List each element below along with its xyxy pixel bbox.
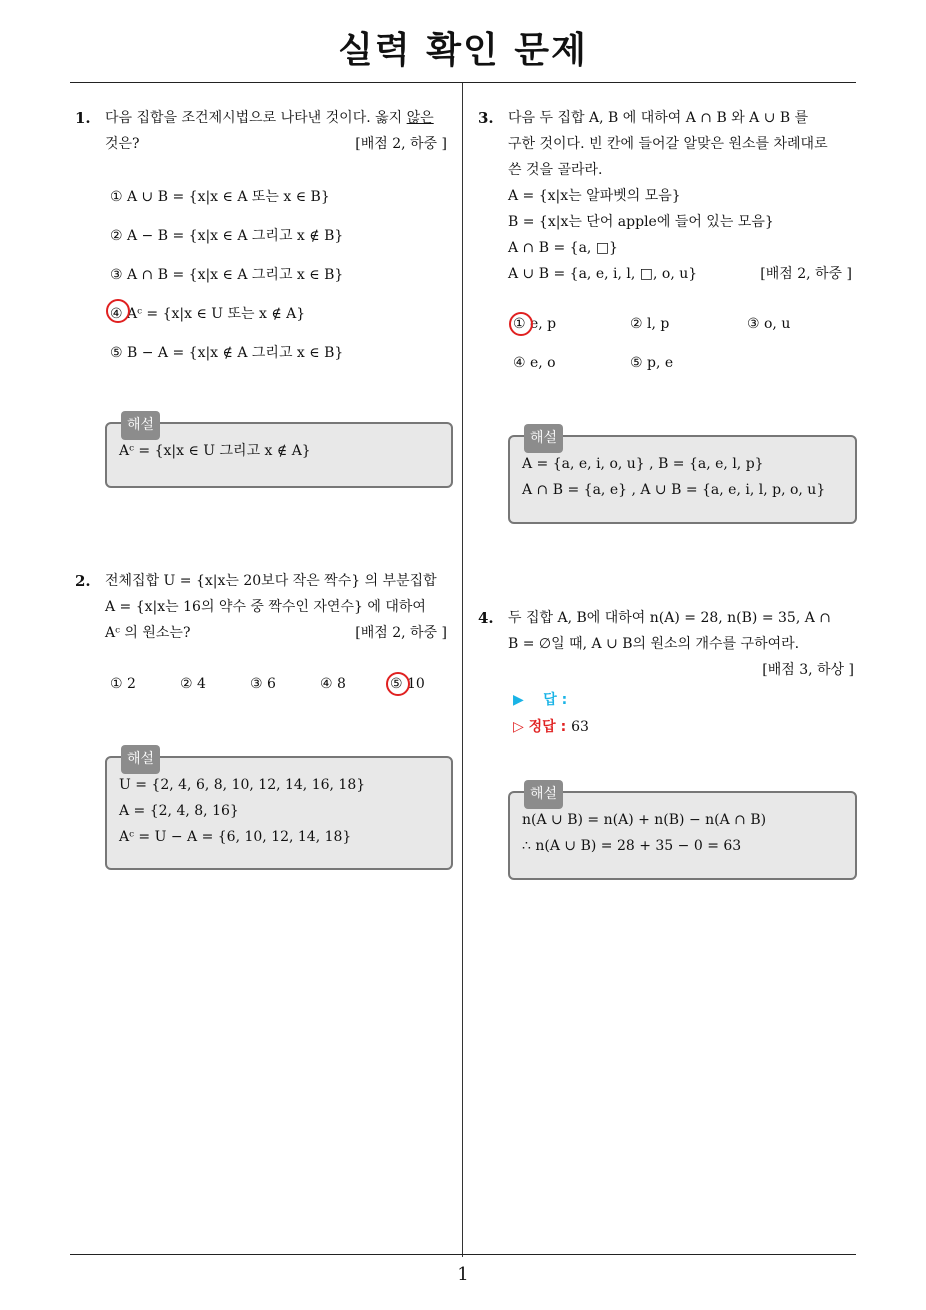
explanation-tag: 해설 <box>524 780 563 809</box>
question-3: 3. 다음 두 집합 A, B 에 대하여 A ∩ B 와 A ∪ B 를 구한 것이다. 빈 칸에 들어갈 알맞은 원소를 차례대로 쓴 것을 골라라. A = {x|x는 알파벳의 모음} B = {x|x는 단어 apple에 들어 있는 모음} A ∩ B = {a, □} A ∪ B = {a, e, i, l, □, o, u} [배점 2, 하중 ] <box>478 105 863 287</box>
explanation-box-1: 해설 Aᶜ = {x|x ∈ U 그리고 x ∉ A} <box>105 422 453 488</box>
question-number: 4. <box>478 609 494 627</box>
score-meta: [배점 2, 하중 ] <box>355 136 447 152</box>
choice-2[interactable]: ② l, p <box>630 316 670 332</box>
choice-1[interactable]: ① 2 <box>110 676 136 692</box>
question-1 <box>75 105 455 157</box>
choice-3[interactable]: ③ 6 <box>250 676 276 692</box>
choice-3[interactable]: ③ o, u <box>747 316 791 332</box>
choice-5[interactable]: ⑤ p, e <box>630 355 674 371</box>
emphasis-underline: 않은 <box>406 110 434 126</box>
answer-circle-mark <box>106 299 130 323</box>
question-number: 2. <box>75 572 91 590</box>
column-divider <box>462 83 463 1257</box>
bottom-rule <box>70 1254 856 1255</box>
choice-2[interactable]: ② 4 <box>180 676 206 692</box>
choice-5[interactable]: ⑤ 10 <box>390 676 425 692</box>
score-meta: [배점 2, 하중 ] <box>355 625 447 641</box>
play-icon: ▶ <box>513 692 524 708</box>
answer-label: 답 : <box>543 692 568 708</box>
explanation-tag: 해설 <box>524 424 563 453</box>
score-meta: [배점 2, 하중 ] <box>760 266 852 282</box>
choice-5[interactable]: ⑤ B − A = {x|x ∉ A 그리고 x ∈ B} <box>110 345 344 361</box>
choice-3[interactable]: ③ A ∩ B = {x|x ∈ A 그리고 x ∈ B} <box>110 267 344 283</box>
question-text-cont: 것은? <box>105 136 140 152</box>
explanation-box-3: 해설 A = {a, e, i, o, u} , B = {a, e, l, p} A ∩ B = {a, e} , A ∪ B = {a, e, i, l, p, o, u} <box>508 435 857 524</box>
question-number: 3. <box>478 109 494 127</box>
question-number: 1. <box>75 109 91 127</box>
explanation-box-2: 해설 U = {2, 4, 6, 8, 10, 12, 14, 16, 18} A = {2, 4, 8, 16} Aᶜ = U − A = {6, 10, 12, 14, 18} <box>105 756 453 870</box>
score-meta: [배점 3, 하상 ] <box>762 662 854 678</box>
answer-row <box>513 689 567 709</box>
correct-answer-label: 정답 : <box>528 719 567 735</box>
explanation-box-4: 해설 n(A ∪ B) = n(A) + n(B) − n(A ∩ B) ∴ n(A ∪ B) = 28 + 35 − 0 = 63 <box>508 791 857 880</box>
answer-circle-mark <box>509 312 533 336</box>
choice-1[interactable]: ① A ∪ B = {x|x ∈ A 또는 x ∈ B} <box>110 189 330 205</box>
correct-answer-value: 63 <box>571 719 589 735</box>
outline-play-icon: ▷ <box>513 719 524 735</box>
choice-4[interactable]: ④ Aᶜ = {x|x ∈ U 또는 x ∉ A} <box>110 306 306 322</box>
explanation-tag: 해설 <box>121 411 160 440</box>
question-4: 4. 두 집합 A, B에 대하여 n(A) = 28, n(B) = 35, A ∩ B = ∅일 때, A ∪ B의 원소의 개수를 구하여라. [배점 3, 하상 ] <box>478 605 863 683</box>
question-text: 다음 집합을 조건제시법으로 나타낸 것이다. 옳지 않은 <box>105 110 434 126</box>
question-2: 2. 전체집합 U = {x|x는 20보다 작은 짝수} 의 부분집합 A = {x|x는 16의 약수 중 짝수인 자연수} 에 대하여 Aᶜ 의 원소는? [배점 2, 하중 ] <box>75 568 455 646</box>
top-rule <box>70 82 856 83</box>
choice-4[interactable]: ④ 8 <box>320 676 346 692</box>
choice-1[interactable]: ① e, p <box>513 316 557 332</box>
page-title: 실력 확인 문제 <box>338 30 588 71</box>
choice-2[interactable]: ② A − B = {x|x ∈ A 그리고 x ∉ B} <box>110 228 344 244</box>
choice-4[interactable]: ④ e, o <box>513 355 556 371</box>
correct-answer-row <box>513 716 589 736</box>
explanation-tag: 해설 <box>121 745 160 774</box>
answer-circle-mark <box>386 672 410 696</box>
page-number: 1 <box>457 1264 469 1285</box>
